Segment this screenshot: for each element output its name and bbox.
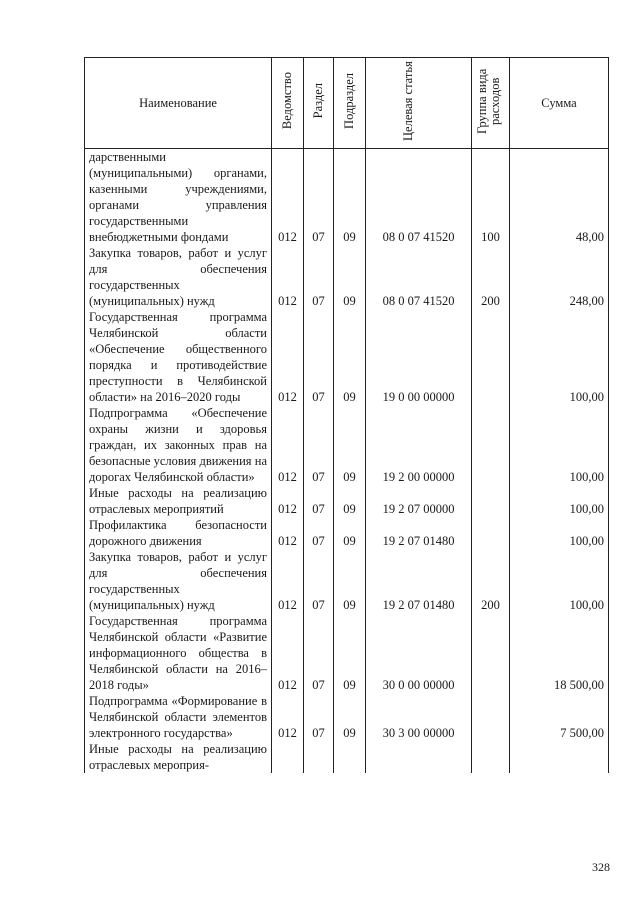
row-target-article (366, 741, 472, 773)
row-name: Государственная программа Челябинской области «Обеспечение общественного порядка и противодействие преступности в Челябинской области» на 2016–2020 годы (85, 309, 272, 405)
row-department: 012 (272, 309, 304, 405)
table-row (85, 149, 609, 246)
header-row (85, 58, 609, 149)
row-department: 012 (272, 613, 304, 693)
row-amount (510, 741, 609, 773)
row-name: Иные расходы на реализацию отраслевых мероприятий (85, 485, 272, 517)
table-row (85, 485, 609, 517)
page-number: 328 (592, 860, 610, 874)
header-department (272, 58, 304, 149)
row-section: 07 (304, 405, 334, 485)
row-amount: 7 500,00 (510, 693, 609, 741)
row-subsection: 09 (334, 245, 366, 309)
row-subsection: 09 (334, 549, 366, 613)
row-expense-group (472, 741, 510, 773)
header-subsection (334, 58, 366, 149)
row-expense-group (472, 693, 510, 741)
row-subsection: 09 (334, 405, 366, 485)
row-target-article: 08 0 07 41520 (366, 149, 472, 246)
table-row (85, 613, 609, 693)
row-section: 07 (304, 613, 334, 693)
row-target-article: 19 2 07 00000 (366, 485, 472, 517)
header-subsection-label: Подраздел (342, 73, 356, 129)
row-department (272, 741, 304, 773)
row-department: 012 (272, 485, 304, 517)
table-row (85, 309, 609, 405)
row-name: дарственными (муниципальными) органами, казенными учреждениями, органами управления государственными внебюджетными фондами (85, 149, 272, 246)
table-body (85, 149, 609, 774)
row-subsection: 09 (334, 693, 366, 741)
table-row (85, 405, 609, 485)
row-name: Профилактика безопасности дорожного движения (85, 517, 272, 549)
row-expense-group: 200 (472, 549, 510, 613)
row-name: Государственная программа Челябинской области «Развитие информационного общества в Челябинской области на 2016–2018 годы» (85, 613, 272, 693)
row-department: 012 (272, 549, 304, 613)
row-name: Подпрограмма «Обеспечение охраны жизни и здоровья граждан, их законных прав на безопасные условия движения на дорогах Челябинской области» (85, 405, 272, 485)
row-department: 012 (272, 149, 304, 246)
row-expense-group (472, 309, 510, 405)
row-expense-group: 200 (472, 245, 510, 309)
table-row (85, 517, 609, 549)
row-section: 07 (304, 309, 334, 405)
row-target-article: 30 3 00 00000 (366, 693, 472, 741)
header-target-article (366, 58, 472, 149)
row-name: Подпрограмма «Формирование в Челябинской области элементов электронного государства» (85, 693, 272, 741)
row-target-article: 08 0 07 41520 (366, 245, 472, 309)
row-subsection (334, 741, 366, 773)
row-amount: 100,00 (510, 517, 609, 549)
row-department: 012 (272, 405, 304, 485)
row-subsection: 09 (334, 613, 366, 693)
row-expense-group (472, 517, 510, 549)
header-section-label: Раздел (311, 83, 325, 119)
row-section (304, 741, 334, 773)
row-section: 07 (304, 549, 334, 613)
row-amount: 48,00 (510, 149, 609, 246)
header-amount: Сумма (510, 58, 609, 149)
row-department: 012 (272, 245, 304, 309)
row-section: 07 (304, 245, 334, 309)
row-subsection: 09 (334, 149, 366, 246)
header-target-article-label: Целевая статья (400, 61, 415, 141)
row-name: Иные расходы на реализацию отраслевых мероприя- (85, 741, 272, 773)
row-department: 012 (272, 517, 304, 549)
row-section: 07 (304, 149, 334, 246)
row-amount: 248,00 (510, 245, 609, 309)
header-department-label: Ведомство (280, 72, 294, 130)
row-name: Закупка товаров, работ и услуг для обеспечения государственных (муниципальных) нужд (85, 245, 272, 309)
row-target-article: 19 2 07 01480 (366, 549, 472, 613)
row-name: Закупка товаров, работ и услуг для обеспечения государственных (муниципальных) нужд (85, 549, 272, 613)
row-amount: 18 500,00 (510, 613, 609, 693)
row-subsection: 09 (334, 517, 366, 549)
header-expense-group (472, 58, 510, 149)
row-subsection: 09 (334, 485, 366, 517)
row-target-article: 19 2 00 00000 (366, 405, 472, 485)
table-row (85, 741, 609, 773)
budget-table (84, 57, 609, 773)
row-amount: 100,00 (510, 485, 609, 517)
row-section: 07 (304, 485, 334, 517)
row-amount: 100,00 (510, 549, 609, 613)
row-target-article: 19 2 07 01480 (366, 517, 472, 549)
header-name: Наименование (85, 58, 272, 149)
row-expense-group (472, 613, 510, 693)
row-expense-group (472, 485, 510, 517)
row-amount: 100,00 (510, 309, 609, 405)
row-target-article: 30 0 00 00000 (366, 613, 472, 693)
header-expense-group-label: Группа вида расходов (474, 68, 502, 134)
row-section: 07 (304, 693, 334, 741)
row-subsection: 09 (334, 309, 366, 405)
row-expense-group: 100 (472, 149, 510, 246)
table-row (85, 245, 609, 309)
row-expense-group (472, 405, 510, 485)
table-row (85, 693, 609, 741)
row-section: 07 (304, 517, 334, 549)
table-row (85, 549, 609, 613)
header-section (304, 58, 334, 149)
row-target-article: 19 0 00 00000 (366, 309, 472, 405)
row-department: 012 (272, 693, 304, 741)
row-amount: 100,00 (510, 405, 609, 485)
